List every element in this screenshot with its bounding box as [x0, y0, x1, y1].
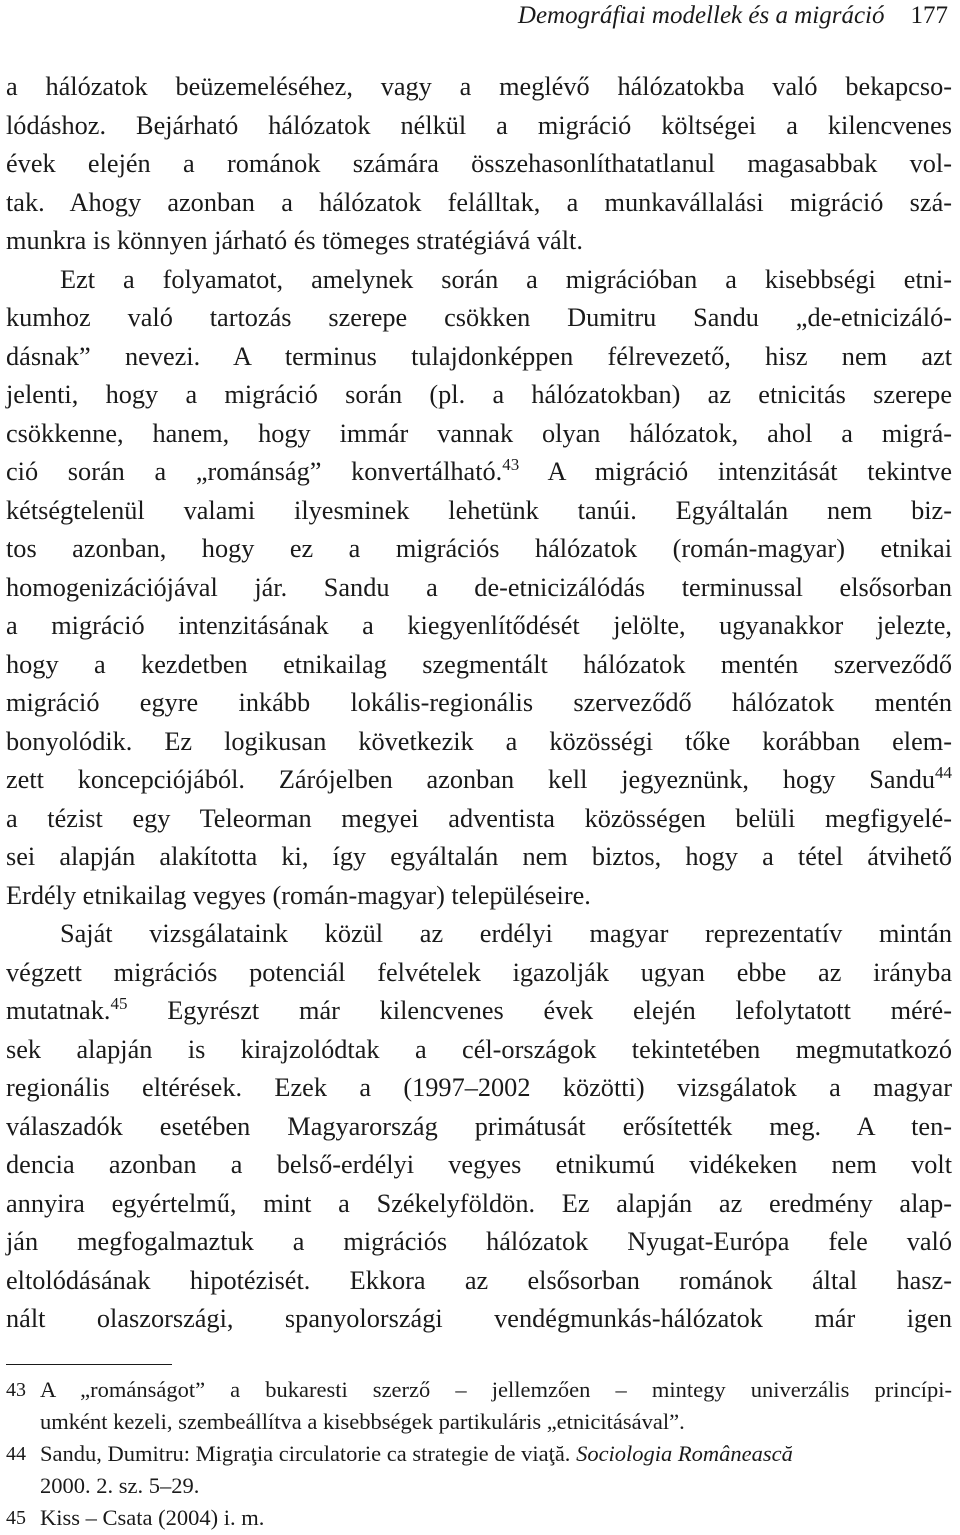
text-line: eltolódásának hipotézisét. Ekkora az elsősorban románok által hasz- [6, 1265, 952, 1295]
text-line: migráció egyre inkább lokális-regionális szerveződő hálózatok mentén [6, 688, 952, 717]
text-line: a migráció intenzitásának a kiegyenlítődését jelölte, ugyanakkor jelezte, [6, 611, 952, 640]
footnote-number: 44 [6, 1443, 26, 1465]
running-title: Demográfiai modellek és a migráció [517, 2, 885, 29]
text-line: tos azonban, hogy ez a migrációs hálózatok (román-magyar) etnikai [6, 534, 952, 563]
footnote-45 [6, 1502, 952, 1534]
paragraph-start-line: Ezt a folyamatot, amelynek során a migrációban a kisebbségi etni- [60, 264, 952, 294]
footnote-text: A „románságot” a bukaresti szerző – jellemzően – mintegy univerzális princípi- [40, 1377, 952, 1402]
text-run: zett koncepciójából. Zárójelben azonban kell jegyeznünk, hogy Sandu [6, 765, 935, 794]
text-line: dásnak” nevezi. A terminus tulajdonképpen félrevezető, hisz nem azt [6, 341, 952, 371]
text-line: sei alapján alakította ki, így egyáltalán nem biztos, hogy a tétel átvihető [6, 842, 952, 871]
running-head [518, 0, 948, 32]
footnote-text: Kiss – Csata (2004) i. m. [40, 1505, 265, 1530]
text-line [6, 761, 952, 800]
footnote-ref-43[interactable]: 43 [502, 455, 520, 474]
text-line [6, 992, 952, 1031]
text-line: Erdély etnikailag vegyes (román-magyar) településeire. [6, 880, 591, 910]
footnote-text: 2000. 2. sz. 5–29. [40, 1473, 200, 1498]
text-line: tak. Ahogy azonban a hálózatok felálltak, a munkavállalási migráció szá- [6, 187, 952, 217]
text-line: kétségtelenül valami ilyesminek lehetünk tanúi. Egyáltalán nem biz- [6, 495, 952, 525]
footnote-text: umként kezeli, szembeállítva a kisebbségek partikuláris „etnicitásával”. [40, 1409, 685, 1434]
text-line: homogenizációjával jár. Sandu a de-etnicizálódás terminussal elsősorban [6, 572, 952, 602]
text-run: mutatnak. [6, 996, 111, 1025]
text-line: ján megfogalmaztuk a migrációs hálózatok Nyugat-Európa fele való [6, 1227, 952, 1256]
footnote-text [40, 1438, 952, 1470]
page-number: 177 [910, 2, 948, 29]
text-line: kumhoz való tartozás szerepe csökken Dumitru Sandu „de-etnicizáló- [6, 303, 952, 332]
citation-text: Sandu, Dumitru: Migraţia circulatorie ca strategie de viaţă. [40, 1441, 577, 1466]
text-line: nált olaszországi, spanyolországi vendégmunkás-hálózatok már igen [6, 1304, 952, 1333]
text-line: dencia azonban a belső-erdélyi vegyes etnikumú vidékeken nem volt [6, 1150, 952, 1179]
text-line: regionális eltérések. Ezek a (1997–2002 közötti) vizsgálatok a magyar [6, 1073, 952, 1102]
text-line: évek elején a románok számára összehasonlíthatatlanul magasabbak vol- [6, 149, 952, 178]
footnote-ref-44[interactable]: 44 [935, 763, 952, 782]
body-text [6, 68, 952, 1339]
text-run: ció során a „románság” konvertálható. [6, 457, 503, 486]
text-line: a hálózatok beüzemeléséhez, vagy a meglévő hálózatokba való bekapcso- [6, 72, 952, 101]
footnote-43 [6, 1374, 952, 1406]
text-line [6, 453, 952, 492]
text-line: munkra is könnyen járható és tömeges stratégiává vált. [6, 226, 583, 255]
text-line: válaszadók esetében Magyarország primátusát erősítették meg. A ten- [6, 1111, 952, 1141]
footnote-number: 45 [6, 1507, 26, 1529]
text-line: lódáshoz. Bejárható hálózatok nélkül a migráció költségei a kilencvenes [6, 110, 952, 140]
footnotes [6, 1374, 952, 1534]
text-line: sek alapján is kirajzolódtak a cél-országok tekintetében megmutatkozó [6, 1034, 952, 1064]
footnote-number: 43 [6, 1379, 26, 1401]
footnote-44 [6, 1438, 952, 1470]
text-run: Egyrészt már kilencvenes évek elején lefolytatott méré- [127, 996, 952, 1025]
text-line: végzett migrációs potenciál felvételek igazolják ugyan ebbe az irányba [6, 957, 952, 987]
paragraph-start-line: Saját vizsgálataink közül az erdélyi magyar reprezentatív mintán [60, 919, 952, 948]
text-line: csökkenne, hanem, hogy immár vannak olyan hálózatok, ahol a migrá- [6, 418, 952, 448]
text-run: A migráció intenzitását tekintve [519, 457, 952, 486]
text-line: a tézist egy Teleorman megyei adventista közösségen belüli megfigyelé- [6, 803, 952, 833]
text-line: jelenti, hogy a migráció során (pl. a hálózatokban) az etnicitás szerepe [6, 380, 952, 409]
text-line: hogy a kezdetben etnikailag szegmentált hálózatok mentén szerveződő [6, 649, 952, 679]
footnote-43-continued [6, 1406, 952, 1438]
footnote-divider [6, 1364, 172, 1365]
footnote-ref-45[interactable]: 45 [110, 994, 128, 1013]
journal-title: Sociologia Românească [576, 1441, 793, 1466]
text-line: annyira egyértelmű, mint a Székelyföldön. Ez alapján az eredmény alap- [6, 1188, 952, 1218]
text-line: bonyolódik. Ez logikusan következik a közösségi tőke korábban elem- [6, 726, 952, 756]
footnote-44-continued [6, 1470, 952, 1502]
